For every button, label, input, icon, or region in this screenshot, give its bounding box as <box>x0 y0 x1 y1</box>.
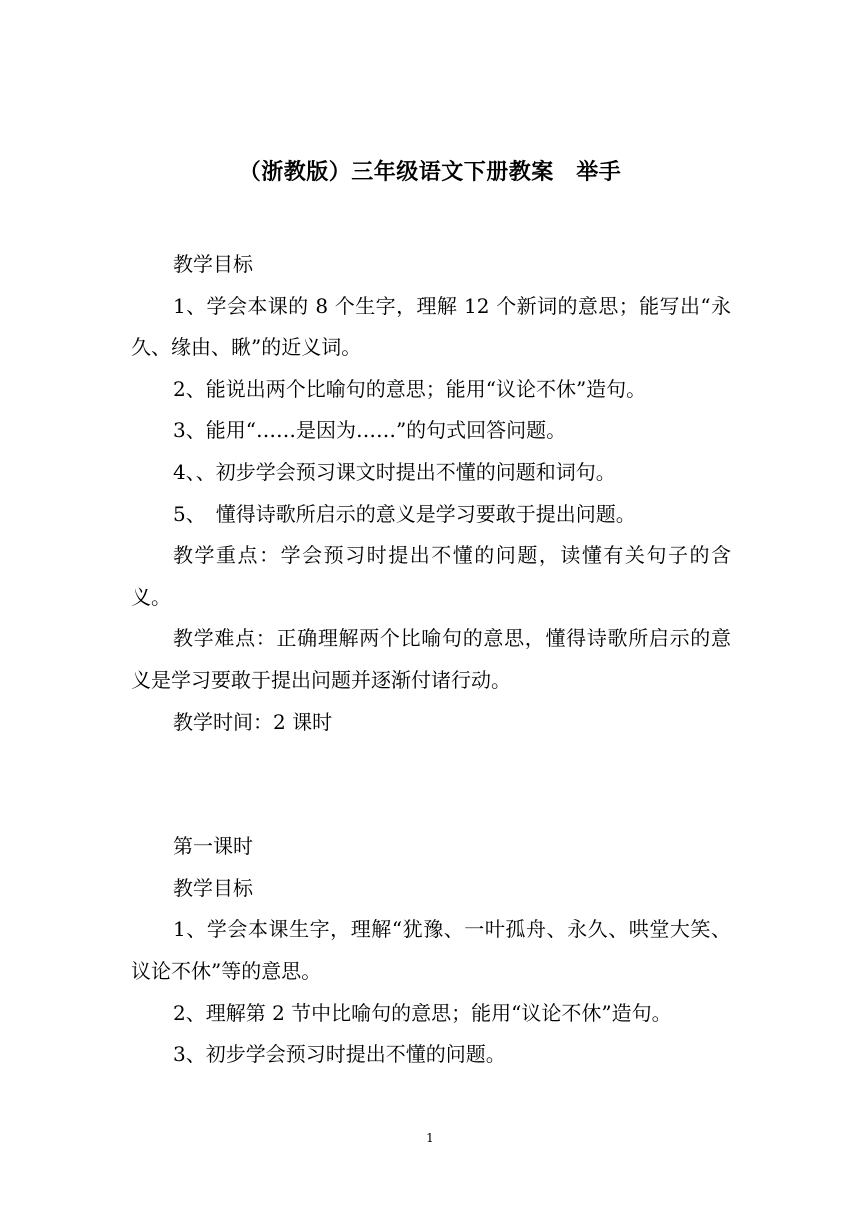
key-point: 教学重点：学会预习时提出不懂的问题，读懂有关句子的含义。 <box>131 543 731 609</box>
difficulty: 教学难点：正确理解两个比喻句的意思，懂得诗歌所启示的意义是学习要敢于提出问题并逐渐付诸行动。 <box>131 626 731 692</box>
teaching-time: 教学时间：2 课时 <box>173 709 333 734</box>
goal-item: 5、 懂得诗歌所启示的意义是学习要敢于提出问题。 <box>173 501 636 526</box>
lesson-goals-heading: 教学目标 <box>173 875 253 900</box>
lesson-goal-item: 3、初步学会预习时提出不懂的问题。 <box>173 1042 506 1067</box>
goal-item: 3、能用“……是因为……”的句式回答问题。 <box>173 418 567 443</box>
lesson-goal-item: 1、学会本课生字，理解“犹豫、一叶孤舟、永久、哄堂大笑、议论不休”等的意思。 <box>131 917 731 983</box>
goals-heading: 教学目标 <box>173 252 253 276</box>
section-spacer <box>131 743 731 826</box>
goal-item: 1、学会本课的 8 个生字，理解 12 个新词的意思；能写出“永久、缘由、瞅”的近义词。 <box>131 293 731 360</box>
lesson-goal-item: 2、理解第 2 节中比喻句的意思；能用“议论不休”造句。 <box>173 1000 672 1025</box>
goal-item: 2、能说出两个比喻句的意思；能用“议论不休”造句。 <box>173 376 647 401</box>
page-number: 1 <box>426 1131 434 1145</box>
lesson-heading: 第一课时 <box>173 834 253 859</box>
goal-item: 4、、初步学会预习课文时提出不懂的问题和词句。 <box>173 459 616 484</box>
document-body <box>131 244 731 1076</box>
document-title: （浙教版）三年级语文下册教案 举手 <box>238 159 622 185</box>
